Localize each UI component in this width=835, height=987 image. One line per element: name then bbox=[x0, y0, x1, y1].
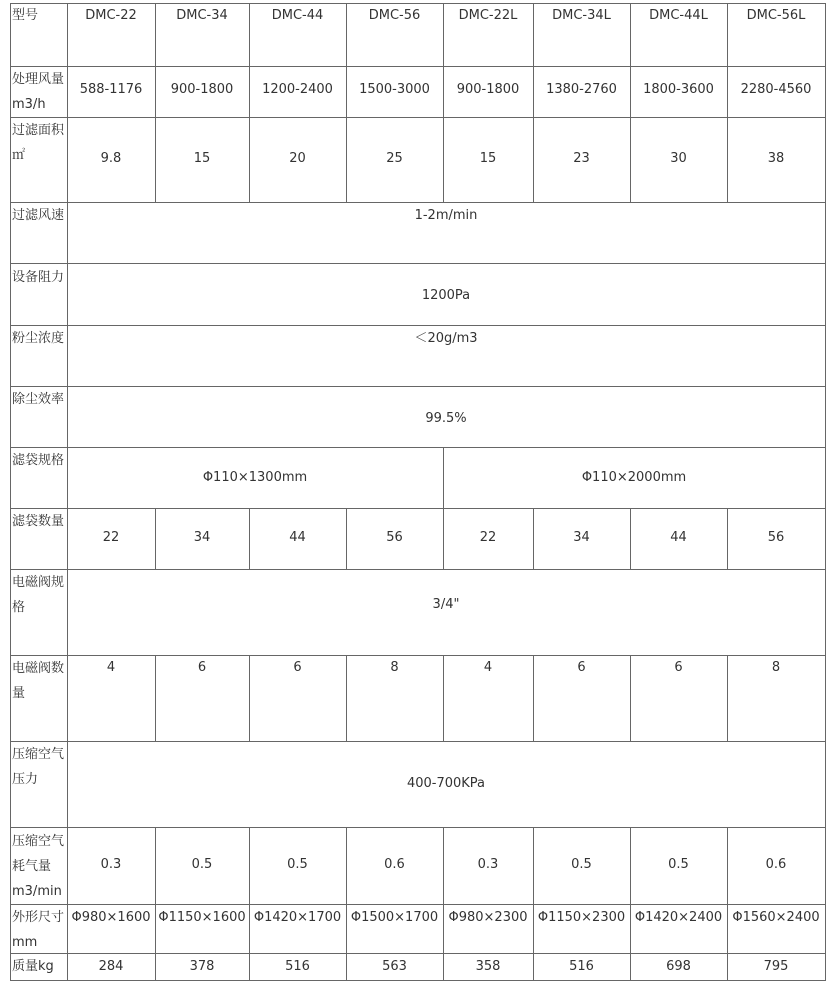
column-border bbox=[10, 325, 11, 386]
column-border bbox=[533, 508, 534, 569]
cell-weight: 284 bbox=[98, 959, 124, 974]
column-border bbox=[630, 508, 631, 569]
cell-filter-area: 15 bbox=[193, 151, 211, 166]
cell-valve-count: 8 bbox=[390, 660, 399, 675]
column-border bbox=[249, 117, 250, 202]
column-border bbox=[10, 263, 11, 325]
cell-air-consumption: 0.6 bbox=[765, 857, 787, 872]
column-border bbox=[443, 66, 444, 117]
column-border bbox=[443, 904, 444, 953]
cell-weight: 378 bbox=[189, 959, 215, 974]
cell-air-consumption: 0.3 bbox=[100, 857, 122, 872]
column-border bbox=[346, 655, 347, 741]
column-border bbox=[825, 66, 826, 117]
cell-weight: 563 bbox=[382, 959, 407, 974]
column-border bbox=[346, 953, 347, 980]
column-border bbox=[825, 3, 826, 66]
column-border bbox=[67, 202, 68, 263]
column-border bbox=[67, 447, 68, 508]
cell-dust-concentration: ＜20g/m3 bbox=[414, 331, 478, 346]
cell-filter-area: 20 bbox=[289, 151, 306, 166]
cell-air-consumption: 0.5 bbox=[668, 857, 689, 872]
cell-airflow: 588-1176 bbox=[79, 82, 143, 97]
column-border bbox=[249, 508, 250, 569]
cell-valve-count: 4 bbox=[483, 660, 493, 675]
column-border bbox=[67, 904, 68, 953]
row-border bbox=[10, 741, 826, 742]
column-border bbox=[10, 655, 11, 741]
row-label-valve-count: 量 bbox=[12, 686, 26, 701]
column-border bbox=[630, 3, 631, 66]
cell-air-pressure: 400-700KPa bbox=[406, 776, 486, 791]
column-border bbox=[155, 953, 156, 980]
column-border bbox=[10, 953, 11, 980]
column-border bbox=[727, 66, 728, 117]
cell-air-consumption: 0.5 bbox=[571, 857, 592, 872]
column-border bbox=[630, 827, 631, 904]
cell-filter-area: 30 bbox=[670, 151, 687, 166]
column-border bbox=[67, 827, 68, 904]
column-border bbox=[346, 827, 347, 904]
column-border bbox=[67, 66, 68, 117]
column-border bbox=[825, 447, 826, 508]
cell-bag-count: 34 bbox=[573, 530, 590, 545]
row-label-airflow: m3/h bbox=[12, 97, 46, 112]
row-label-weight: 质量kg bbox=[12, 959, 54, 974]
cell-airflow: 1800-3600 bbox=[643, 82, 714, 97]
column-border bbox=[10, 202, 11, 263]
column-border bbox=[67, 3, 68, 66]
row-label-air-consumption: m3/min bbox=[12, 884, 62, 899]
row-border bbox=[10, 66, 826, 67]
column-border bbox=[533, 655, 534, 741]
column-border bbox=[10, 508, 11, 569]
column-border bbox=[443, 447, 444, 508]
cell-bag-count: 22 bbox=[102, 530, 120, 545]
cell-bag-count: 56 bbox=[767, 530, 785, 545]
row-border bbox=[10, 447, 826, 448]
cell-air-consumption: 0.3 bbox=[477, 857, 499, 872]
column-border bbox=[825, 904, 826, 953]
cell-airflow: 1380-2760 bbox=[546, 82, 617, 97]
cell-bag-count: 56 bbox=[386, 530, 403, 545]
column-border bbox=[155, 904, 156, 953]
column-border bbox=[67, 117, 68, 202]
cell-filter-area: 15 bbox=[479, 151, 497, 166]
row-label-air-consumption: 压缩空气 bbox=[12, 834, 65, 849]
column-border bbox=[10, 117, 11, 202]
column-border bbox=[249, 3, 250, 66]
row-label-air-pressure: 压缩空气 bbox=[12, 747, 65, 762]
column-border bbox=[533, 3, 534, 66]
cell-airflow: 900-1800 bbox=[170, 82, 234, 97]
cell-bag-count: 34 bbox=[193, 530, 211, 545]
column-border bbox=[443, 953, 444, 980]
row-label-dimensions: mm bbox=[12, 935, 38, 950]
cell-valve-count: 6 bbox=[293, 660, 302, 675]
column-border bbox=[155, 3, 156, 66]
row-label-dust-concentration: 粉尘浓度 bbox=[12, 331, 65, 346]
cell-air-consumption: 0.5 bbox=[191, 857, 213, 872]
row-label-dimensions: 外形尺寸 bbox=[12, 910, 65, 925]
column-border bbox=[67, 655, 68, 741]
cell-bag-count: 22 bbox=[479, 530, 497, 545]
row-border bbox=[10, 569, 826, 570]
cell-filter-area: 25 bbox=[386, 151, 403, 166]
cell-airflow: 1200-2400 bbox=[262, 82, 333, 97]
header-model: DMC-22L bbox=[458, 8, 518, 23]
cell-valve-count: 6 bbox=[674, 660, 683, 675]
cell-resistance: 1200Pa bbox=[421, 288, 471, 303]
column-border bbox=[443, 827, 444, 904]
column-border bbox=[67, 325, 68, 386]
row-label-filter-area: ㎡ bbox=[12, 148, 26, 163]
column-border bbox=[249, 904, 250, 953]
row-border bbox=[10, 655, 826, 656]
column-border bbox=[67, 263, 68, 325]
column-border bbox=[346, 904, 347, 953]
column-border bbox=[727, 953, 728, 980]
cell-dimensions: Φ1560×2400 bbox=[732, 910, 820, 925]
row-label-bag-spec: 滤袋规格 bbox=[12, 453, 65, 468]
column-border bbox=[825, 741, 826, 827]
cell-dimensions: Φ1420×1700 bbox=[253, 910, 342, 925]
column-border bbox=[249, 66, 250, 117]
column-border bbox=[155, 827, 156, 904]
column-border bbox=[533, 827, 534, 904]
cell-filter-area: 9.8 bbox=[100, 151, 122, 166]
column-border bbox=[825, 827, 826, 904]
row-border bbox=[10, 3, 826, 4]
header-model: DMC-44 bbox=[271, 8, 324, 23]
column-border bbox=[249, 655, 250, 741]
column-border bbox=[727, 904, 728, 953]
column-border bbox=[443, 117, 444, 202]
cell-dimensions: Φ1500×1700 bbox=[350, 910, 439, 925]
cell-dimensions: Φ1150×1600 bbox=[158, 910, 246, 925]
column-border bbox=[727, 117, 728, 202]
cell-weight: 516 bbox=[285, 959, 310, 974]
column-border bbox=[67, 741, 68, 827]
column-border bbox=[67, 953, 68, 980]
cell-bag-count: 44 bbox=[289, 530, 306, 545]
row-border bbox=[10, 508, 826, 509]
cell-dimensions: Φ980×2300 bbox=[448, 910, 528, 925]
column-border bbox=[533, 953, 534, 980]
column-border bbox=[67, 386, 68, 447]
column-border bbox=[630, 66, 631, 117]
column-border bbox=[727, 655, 728, 741]
header-model: DMC-34 bbox=[176, 8, 228, 23]
column-border bbox=[533, 117, 534, 202]
column-border bbox=[155, 117, 156, 202]
column-border bbox=[630, 953, 631, 980]
row-label-filter-area: 过滤面积 bbox=[12, 123, 65, 138]
row-border bbox=[10, 827, 826, 828]
column-border bbox=[727, 827, 728, 904]
cell-valve-count: 8 bbox=[771, 660, 781, 675]
cell-weight: 358 bbox=[475, 959, 501, 974]
column-border bbox=[727, 508, 728, 569]
cell-bag-spec-long: Φ110×2000mm bbox=[581, 470, 687, 485]
row-label-efficiency: 除尘效率 bbox=[12, 392, 65, 407]
row-border bbox=[10, 263, 826, 264]
column-border bbox=[825, 569, 826, 655]
column-border bbox=[346, 117, 347, 202]
column-border bbox=[67, 508, 68, 569]
cell-airflow: 2280-4560 bbox=[740, 82, 812, 97]
cell-dimensions: Φ980×1600 bbox=[71, 910, 151, 925]
column-border bbox=[10, 904, 11, 953]
cell-air-consumption: 0.6 bbox=[384, 857, 405, 872]
column-border bbox=[10, 827, 11, 904]
column-border bbox=[10, 3, 11, 66]
cell-weight: 795 bbox=[763, 959, 789, 974]
row-label-valve-spec: 电磁阀规 bbox=[12, 575, 65, 590]
row-border bbox=[10, 904, 826, 905]
cell-dimensions: Φ1150×2300 bbox=[537, 910, 626, 925]
cell-filter-velocity: 1-2m/min bbox=[414, 208, 478, 223]
cell-bag-spec-std: Φ110×1300mm bbox=[202, 470, 308, 485]
header-model: DMC-56L bbox=[746, 8, 806, 23]
column-border bbox=[825, 325, 826, 386]
header-model: DMC-34L bbox=[552, 8, 611, 23]
header-model: DMC-44L bbox=[649, 8, 708, 23]
column-border bbox=[825, 508, 826, 569]
header-label: 型号 bbox=[12, 8, 39, 23]
column-border bbox=[727, 3, 728, 66]
cell-airflow: 900-1800 bbox=[456, 82, 520, 97]
row-label-valve-count: 电磁阀数 bbox=[12, 661, 65, 676]
column-border bbox=[825, 655, 826, 741]
header-model: DMC-56 bbox=[368, 8, 421, 23]
cell-valve-count: 4 bbox=[106, 660, 116, 675]
cell-valve-count: 6 bbox=[577, 660, 586, 675]
row-label-air-consumption: 耗气量 bbox=[12, 859, 52, 874]
row-border bbox=[10, 386, 826, 387]
cell-valve-spec: 3/4" bbox=[432, 597, 460, 612]
column-border bbox=[10, 66, 11, 117]
row-border bbox=[10, 325, 826, 326]
cell-airflow: 1500-3000 bbox=[359, 82, 430, 97]
column-border bbox=[825, 202, 826, 263]
cell-dimensions: Φ1420×2400 bbox=[634, 910, 723, 925]
column-border bbox=[533, 66, 534, 117]
cell-air-consumption: 0.5 bbox=[287, 857, 308, 872]
column-border bbox=[155, 655, 156, 741]
cell-weight: 516 bbox=[569, 959, 594, 974]
row-border bbox=[10, 980, 826, 981]
column-border bbox=[533, 904, 534, 953]
column-border bbox=[10, 569, 11, 655]
row-label-valve-spec: 格 bbox=[12, 600, 26, 615]
row-label-resistance: 设备阻力 bbox=[12, 270, 65, 285]
column-border bbox=[825, 386, 826, 447]
column-border bbox=[10, 447, 11, 508]
row-border bbox=[10, 202, 826, 203]
column-border bbox=[155, 508, 156, 569]
cell-filter-area: 23 bbox=[573, 151, 590, 166]
column-border bbox=[10, 386, 11, 447]
column-border bbox=[825, 953, 826, 980]
row-label-bag-count: 滤袋数量 bbox=[12, 514, 65, 529]
column-border bbox=[249, 827, 250, 904]
column-border bbox=[67, 569, 68, 655]
row-border bbox=[10, 117, 826, 118]
cell-bag-count: 44 bbox=[670, 530, 687, 545]
row-label-filter-velocity: 过滤风速 bbox=[12, 208, 65, 223]
column-border bbox=[346, 66, 347, 117]
row-border bbox=[10, 953, 826, 954]
column-border bbox=[630, 117, 631, 202]
row-label-air-pressure: 压力 bbox=[12, 772, 39, 787]
column-border bbox=[249, 953, 250, 980]
column-border bbox=[630, 655, 631, 741]
column-border bbox=[155, 66, 156, 117]
column-border bbox=[825, 263, 826, 325]
column-border bbox=[825, 117, 826, 202]
column-border bbox=[443, 655, 444, 741]
column-border bbox=[10, 741, 11, 827]
column-border bbox=[346, 508, 347, 569]
column-border bbox=[630, 904, 631, 953]
column-border bbox=[443, 508, 444, 569]
column-border bbox=[443, 3, 444, 66]
column-border bbox=[346, 3, 347, 66]
row-label-airflow: 处理风量 bbox=[12, 72, 65, 87]
cell-efficiency: 99.5% bbox=[425, 411, 467, 426]
cell-filter-area: 38 bbox=[767, 151, 785, 166]
cell-valve-count: 6 bbox=[197, 660, 207, 675]
cell-weight: 698 bbox=[666, 959, 691, 974]
header-model: DMC-22 bbox=[85, 8, 137, 23]
